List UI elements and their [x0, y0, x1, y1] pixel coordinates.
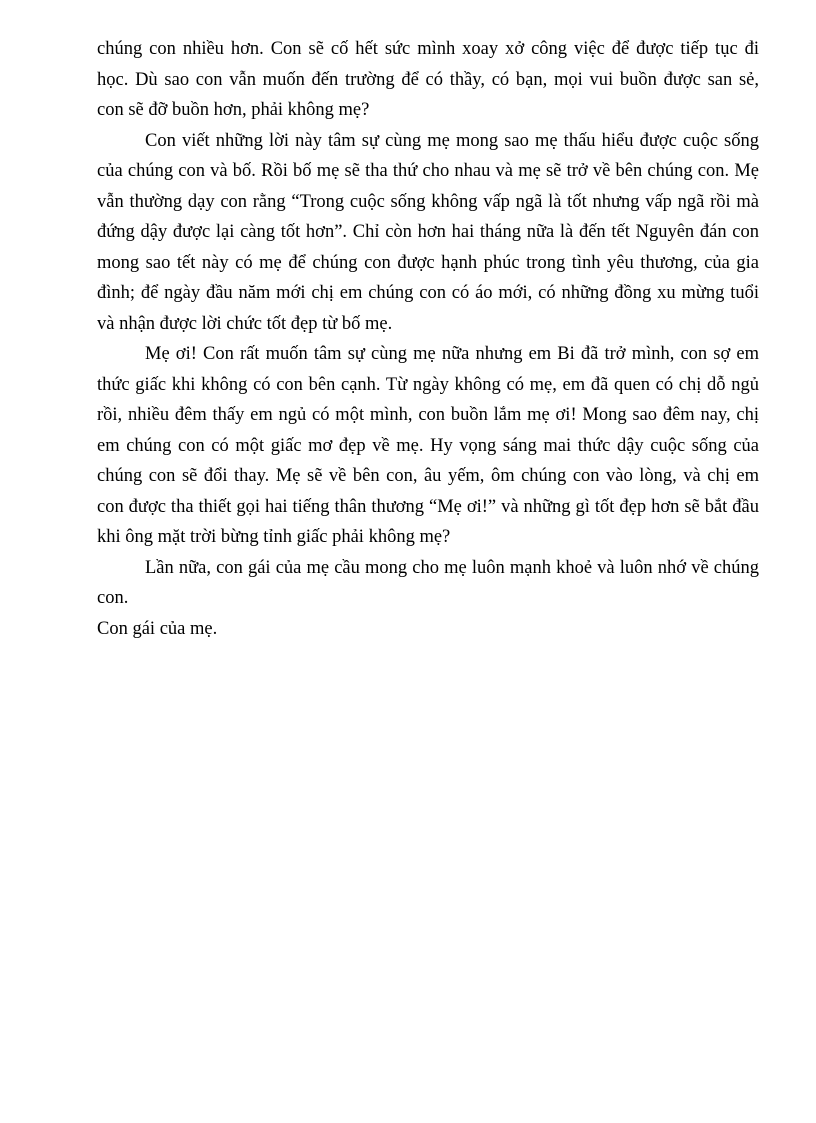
text-line: con sẽ đỡ buồn hơn, phải không mẹ? [97, 100, 370, 120]
text-line: đình; để ngày đầu năm mới chị em chúng con có áo mới, có những đồng xu mừng tuổi [97, 283, 759, 303]
text-line: và nhận được lời chức tốt đẹp từ bố mẹ. [97, 313, 393, 334]
text-line: chúng con sẽ đổi thay. Mẹ sẽ về bên con, âu yếm, ôm chúng con vào lòng, và chị em [97, 466, 759, 486]
paragraph-3 [97, 339, 759, 553]
text-line: đứng dậy được lại càng tốt hơn”. Chỉ còn hơn hai tháng nữa là đến tết Nguyên đán con [97, 222, 759, 242]
text-line: Con gái của mẹ. [97, 618, 218, 639]
paragraph-4 [97, 553, 759, 614]
text-line: em chúng con có một giấc mơ đẹp về mẹ. Hy vọng sáng mai thức dậy cuộc sống của [97, 435, 759, 456]
signature-line [97, 614, 759, 645]
text-line: Lần nữa, con gái của mẹ cầu mong cho mẹ luôn mạnh khoẻ và luôn nhớ về chúng [145, 557, 759, 578]
document-page [97, 34, 759, 644]
text-line: thức giấc khi không có con bên cạnh. Từ ngày không có mẹ, em đã quen có chị dỗ ngủ [97, 374, 759, 395]
text-line: rồi, nhiều đêm thấy em ngủ có một mình, con buồn lắm mẹ ơi! Mong sao đêm nay, chị [97, 405, 759, 425]
text-line: Mẹ ơi! Con rất muốn tâm sự cùng mẹ nữa nhưng em Bi đã trở mình, con sợ em [145, 344, 759, 364]
text-line: khi ông mặt trời bừng tỉnh giấc phải không mẹ? [97, 527, 451, 547]
text-line: của chúng con và bố. Rồi bố mẹ sẽ tha thứ cho nhau và mẹ sẽ trở về bên chúng con. Mẹ [97, 161, 759, 181]
text-line: mong sao tết này có mẹ để chúng con được hạnh phúc trong tình yêu thương, của gia [97, 252, 759, 273]
paragraph-1 [97, 34, 759, 126]
text-line: Con viết những lời này tâm sự cùng mẹ mong sao mẹ thấu hiểu được cuộc sống [145, 130, 759, 151]
text-line: con được tha thiết gọi hai tiếng thân thương “Mẹ ơi!” và những gì tốt đẹp hơn sẽ bắt đầu [97, 496, 759, 517]
paragraph-2 [97, 126, 759, 340]
text-line: học. Dù sao con vẫn muốn đến trường để có thầy, có bạn, mọi vui buồn được san sẻ, [97, 69, 759, 90]
text-line: vẫn thường dạy con rằng “Trong cuộc sống không vấp ngã là tốt nhưng vấp ngã rồi mà [97, 191, 759, 212]
text-line: con. [97, 588, 129, 608]
text-line: chúng con nhiều hơn. Con sẽ cố hết sức mình xoay xở công việc để được tiếp tục đi [97, 39, 759, 59]
